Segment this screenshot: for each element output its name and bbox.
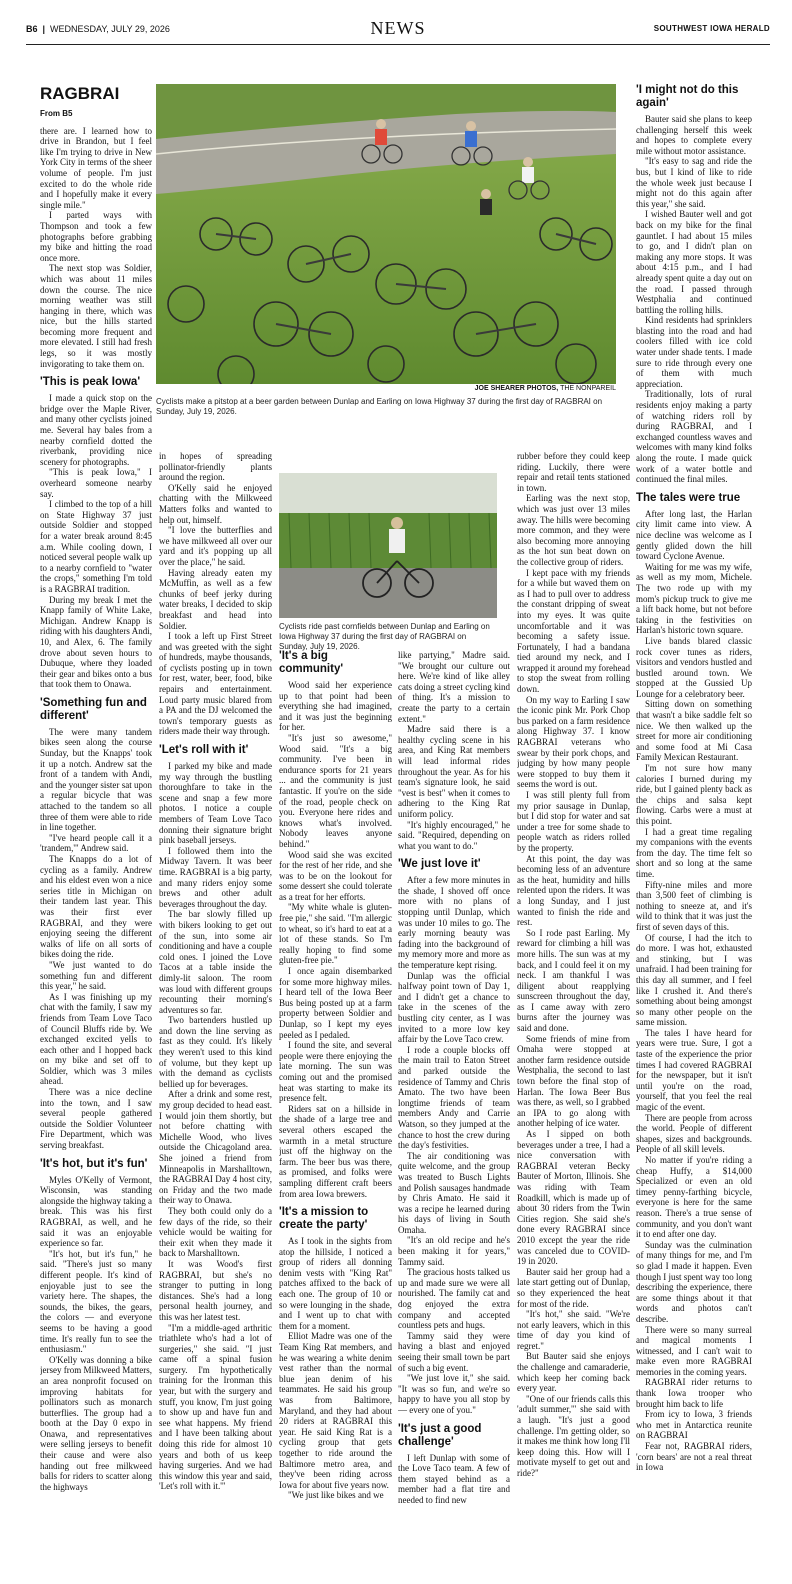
- column-6: [636, 84, 752, 1568]
- related-link[interactable]: Fear not, RAGBRAI riders, 'corn bears' are not a real threat in Iowa: [636, 1441, 752, 1473]
- paragraph: O'Kelly was donning a bike jersey from Milkweed Matters, an area nonprofit focused on improving habitats for pollinators such as monarch butterflies. The group had a booth at the Day 0 expo in Onawa, and representatives were selling jerseys to benefit their cause and were also handing out free milkweed balls for riders to scatter along the highways: [40, 1354, 152, 1492]
- paragraph: So I rode past Earling. My reward for climbing a hill was more hills. The sun was at my back, and I could feel it on my neck. I am thankful I was diligent about reapplying sunscreen throughout the day, as I came away with zero burns after the journey was said and done.: [517, 927, 630, 1034]
- paragraph: Of course, I had the itch to do more. I was hot, exhausted and stinking, but I was unafraid. I had been training for this day all summer, and I feel like I crushed it. And there's something about being amongst so many other people on the same mission.: [636, 932, 752, 1028]
- paragraph: I climbed to the top of a hill on State Highway 37 just outside Soldier and stopped for a water break around 8:45 a.m. While cooling down, I noticed several people walk up to a nearby cornfield to "water the crops," something I'm told is a RAGBRAI tradition.: [40, 499, 152, 594]
- paragraph: rubber before they could keep riding. Luckily, there were repair and retail tents stationed in town.: [517, 451, 630, 493]
- paragraph: After a few more minutes in the shade, I shoved off once more with no plans of stopping until Dunlap, which was under 10 miles to go. The early morning beauty was fading into the background of my memory more and more as the temperature kept rising.: [398, 875, 510, 971]
- paragraph: Elliot Madre was one of the Team King Rat members, and he was wearing a white denim vest rather than the normal blue jean denim of his teammates. He said his group was from Baltimore, Maryland, and they had about 20 riders at RAGBRAI this year. He said King Rat is a cycling group that gets together to ride around the Baltimore metro area, and they've been riding across Iowa for about five years now.: [279, 1331, 392, 1490]
- paragraph: There was a nice decline into the town, and I saw several people gathered outside the Soldier Volunteer Fire Department, which was serving breakfast.: [40, 1087, 152, 1151]
- paragraph: I once again disembarked for some more highway miles. I heard tell of the Iowa Beer Bus being posted up at a farm property between Soldier and Dunlap, so I kept my eyes peeled as I pedaled.: [279, 966, 392, 1040]
- paragraph: there are. I learned how to drive in Brandon, but I feel like I'm trying to drive in New York City in terms of the sheer volume of people. I'm just excited to do the whole ride and I hopefully make it every single mile.": [40, 125, 152, 210]
- paragraph: "I've heard people call it a 'trandem,'" Andrew said.: [40, 832, 152, 854]
- paragraph: "It's hot, but it's fun," he said. "There's just so many different people. It's kind of enjoyable just to see the variety here. The shapes, the sounds, the bikes, the gears, the colors — and everyone seems to be having a good time. It's really fun to see the enthusiasm.": [40, 1248, 152, 1355]
- page-folio: B6 | WEDNESDAY, JULY 29, 2026: [26, 24, 170, 34]
- column-1: [40, 84, 152, 1568]
- paragraph: "We just love it," she said. "It was so fun, and we're so happy to have you all stop by — every one of you.": [398, 1373, 510, 1415]
- paragraph: No matter if you're riding a cheap Huffy, a $14,000 Specialized or even an old timey penny-farthing bicycle, everyone is here for the same reason. There's a true sense of community, and you don't want it to end after one day.: [636, 1155, 752, 1240]
- paragraph: I'm not sure how many calories I burned during my ride, but I gained plenty back as the chips and salsa kept flowing. Carbs were a must at this point.: [636, 763, 752, 826]
- paragraph: "It's easy to sag and ride the bus, but I kind of like to ride the whole week just because I might not do this again after this year," she said.: [636, 156, 752, 209]
- subhead: 'Something fun and different': [40, 696, 147, 722]
- paragraph: like partying," Madre said. "We brought our culture out here. We're kind of like alley cats doing a street cycling kind of thing. It's a mission to create the party to a certain extent.": [398, 650, 510, 724]
- paragraph: The were many tandem bikes seen along the course Sunday, but the Knapps' took it up a notch. Andrew sat the front of a tandem with Andi, and the younger sister sat upon a regular bicycle that was attached to the tandem so all three of them were able to ride in line together.: [40, 726, 152, 833]
- column-5: [517, 451, 630, 1568]
- subhead: 'I might not do this again': [636, 84, 739, 109]
- subhead: 'Let's roll with it': [159, 744, 249, 757]
- paragraph: During my break I met the Knapp family of White Lake, Michigan. Andrew Knapp is riding with his daughters Andi, 10, and Alex, 6. The family drove about seven hours to Dubuque, where they loaded their gear and bikes onto a bus that took them to Onawa.: [40, 594, 152, 690]
- paragraph: "It's just so awesome," Wood said. "It's a big community. I've been in endurance sports for 21 years ... and the community is just fantastic. If you're on the side of the road, people check on you. Everyone here rides and knows what's involved. Nobody leaves anyone behind.": [279, 732, 392, 849]
- paragraph: Bauter said her group had a late start getting out of Dunlap, so they experienced the heat for most of the ride.: [517, 1266, 630, 1309]
- paragraph: Sitting down on something that wasn't a bike saddle felt so nice. We then walked up the street for more air conditioning and some food at Mi Casa Family Mexican Restaurant.: [636, 699, 752, 763]
- paragraph: I parted ways with Thompson and took a few photographs before grabbing my bike and hitting the road once more.: [40, 210, 152, 263]
- paragraph: As I was finishing up my chat with the family, I saw my friends from Team Love Taco of Council Bluffs ride by. We exchanged excited yells to each other and I hopped back on my bike and set off to Soldier, which was 3 miles ahead.: [40, 991, 152, 1087]
- paragraph: Tammy said they were having a blast and enjoyed seeing their small town be part of such a big event.: [398, 1330, 510, 1373]
- paragraph: Kind residents had sprinklers blasting into the road and had coolers filled with ice cold water under shade tents. I made sure to ride through every one of them with much appreciation.: [636, 315, 752, 389]
- column-2: [159, 451, 272, 1568]
- paragraph: Having already eaten my McMuffin, as well as a few chunks of beef jerky during water breaks, I decided to skip breakfast and head into Soldier.: [159, 567, 272, 631]
- paragraph: "One of our friends calls this 'adult summer,'" she said with a laugh. "It's just a good challenge. I'm getting older, so it makes me think how long I'll keep doing this. How will I motivate myself to get out and ride?": [517, 1393, 630, 1478]
- main-photo: [156, 84, 616, 384]
- paragraph: "I'm a middle-aged arthritic triathlete who's had a lot of surgeries," she said. "I just came off a spinal fusion surgery. I'm hypothetically training for the Ironman this year, but with the surgery and stuff, you know, I'm just going to show up and have fun and see what happens. My friend and I have been talking about doing this ride for almost 10 years and both of us keep having surgeries. And we had this window this year and said, 'Let's roll with it.'": [159, 1322, 272, 1492]
- subhead: 'This is peak Iowa': [40, 376, 141, 389]
- paragraph: I was still plenty full from my prior sausage in Dunlap, but I did stop for water and sat under a tree for some shade to people watch as riders rolled by the property.: [517, 790, 630, 853]
- paragraph: Earling was the next stop, which was just over 13 miles away. The hills were becoming more common, and they were also becoming more annoying as the hot sun beat down on the collective group of riders.: [517, 493, 630, 567]
- main-photo-credit: JOE SHEARER PHOTOS, THE NONPAREIL: [474, 385, 616, 392]
- paragraph: There were so many surreal and magical moments I witnessed, and I can't wait to make even more RAGBRAI memories in the coming years.: [636, 1324, 752, 1377]
- paragraph: Fifty-nine miles and more than 3,500 feet of climbing is nothing to sneeze at, and it's wild to think that it was just the first of seven days of this.: [636, 879, 752, 932]
- paragraph: in hopes of spreading pollinator-friendly plants around the region.: [159, 451, 272, 483]
- paragraph: Sunday was the culmination of many things for me, and I'm so glad I made it happen. Even though I just spent way too long describing the experience, there are some things about it that words and photos can't describe.: [636, 1239, 752, 1324]
- paragraph: Traditionally, lots of rural residents enjoy making a party of watching riders roll by during RAGBRAI, and I exchanged countless waves and welcomes with many kind folks along the route. I made quick work of a water bottle and continued the final miles.: [636, 389, 752, 485]
- related-link[interactable]: From icy to Iowa, 3 friends who met in Antarctica reunite on RAGBRAI: [636, 1409, 752, 1441]
- paragraph: Myles O'Kelly of Vermont, Wisconsin, was standing alongside the highway taking a break. This was his first RAGBRAI, as well, and he said it was an enjoyable experience so far.: [40, 1174, 152, 1249]
- paragraph: Waiting for me was my wife, as well as my mom, Michele. The two rode up with my mom's pickup truck to give me a lift back home, but not before taking in the festivities on Harlan's historic town square.: [636, 561, 752, 636]
- paragraph: "It's highly encouraged," he said. "Required, depending on what you want to do.": [398, 819, 510, 851]
- paragraph: Two bartenders hustled up and down the line serving as fast as they could. It's likely they weren't used to this kind of volume, but they kept up with the demand as cyclists bellied up for beverages.: [159, 1015, 272, 1089]
- paragraph: Riders sat on a hillside in the shade of a large tree and several others escaped the warmth in a metal structure just off the highway on the farm. The beer bus was there, as promised, and folks were sampling different craft beers from area Iowa brewers.: [279, 1103, 392, 1199]
- paragraph: I parked my bike and made my way through the bustling thoroughfare to take in the scene and snap a few more photos. I notice a couple members of Team Love Taco donning their signature bright pink baseball jerseys.: [159, 761, 272, 846]
- paragraph: After long last, the Harlan city limit came into view. A nice decline was welcome as I gently glided down the hill toward Cyclone Avenue.: [636, 508, 752, 562]
- paragraph: But Bauter said she enjoys the challenge and camaraderie, which keep her coming back every year.: [517, 1351, 630, 1394]
- paragraph: The tales I have heard for years were true. Sure, I got a taste of the experience the prior times I had covered RAGBRAI for the newspaper, but it isn't until you're on the road, yourself, that you feel the real magic of the event.: [636, 1027, 752, 1113]
- cornfield-rider-photo: [279, 473, 497, 618]
- paragraph: "We just wanted to do something fun and different this year," he said.: [40, 959, 152, 992]
- subhead: 'It's just a good challenge': [398, 1422, 482, 1448]
- paragraph: There are people from across the world. People of different shapes, sizes and backgrounds. People of all skill levels.: [636, 1112, 752, 1155]
- paragraph: "I love the butterflies and we have milkweed all over our yard and it's popping up all over the place," he said.: [159, 525, 272, 567]
- subhead: 'It's a mission to create the party': [279, 1206, 369, 1232]
- paragraph: I followed them into the Midway Tavern. It was beer time. RAGBRAI is a big party, and many riders enjoy some brews and other adult beverages throughout the day.: [159, 845, 272, 909]
- column-4: [398, 650, 510, 1568]
- paragraph: Wood said she was excited for the rest of her ride, and she was to be on the lookout for some dessert she could tolerate as a treat for her efforts.: [279, 849, 392, 902]
- paragraph: Live bands blared classic rock cover tunes as riders, visitors and vendors hustled and bustled around town. We stopped at the Gussied Up Lounge for a celebratory beer.: [636, 635, 752, 699]
- column-3: [279, 650, 392, 1568]
- paragraph: As I took in the sights from atop the hillside, I noticed a group of riders all donning denim vests with "King Rat" patches affixed to the back of each one. The group of 10 or so were lounging in the shade, and I went up to chat with them for a moment.: [279, 1236, 392, 1331]
- cyclists-beer-garden-photo: [156, 84, 616, 384]
- paragraph: I made a quick stop on the bridge over the Maple River, and many other cyclists joined me. Several hay bales from a nearby cornfield dotted the riverbank, providing nice scenery for photographs.: [40, 393, 152, 467]
- paragraph: As I sipped on both beverages under a tree, I had a nice conversation with RAGBRAI veteran Becky Bauter of Morton, Illinois. She was riding with Team Roadkill, which is made up of about 30 riders from the Twin Cities region. She said she's done every RAGBRAI since 2010 except the year the ride was canceled due to COVID-19 in 2020.: [517, 1129, 630, 1267]
- small-photo: [279, 473, 497, 618]
- paragraph: At this point, the day was becoming less of an adventure as the heat, humidity and hills relented upon the riders. It was a long Sunday, and I just wanted to finish the ride and rest.: [517, 853, 630, 928]
- paragraph: It was Wood's first RAGBRAI, but she's no stranger to putting in long distances. She's had a long personal health journey, and this was her latest test.: [159, 1258, 272, 1322]
- paragraph: The gracious hosts talked us up and made sure we were all nourished. The family cat and dog enjoyed the extra company and accepted countless pets and hugs.: [398, 1267, 510, 1331]
- subhead: 'We just love it': [398, 858, 481, 871]
- subhead: 'It's a big community': [279, 650, 344, 675]
- jump-line: From B5: [40, 109, 73, 118]
- paragraph: On my way to Earling I saw the iconic pink Mr. Pork Chop bus parked on a farm residence along Highway 37. I know RAGBRAI veterans who swear by their pork chops, and judging by how many people were stopped to buy them it seems the word is out.: [517, 694, 630, 790]
- page-header: [26, 18, 770, 45]
- paragraph: I rode a couple blocks off the main trail to Eaton Street and parked outside the residence of Tammy and Chris Amato. The two have been longtime friends of team members Andy and Carrie Watson, so they jumped at the chance to host the crew during the day's festivities.: [398, 1044, 510, 1151]
- paragraph: Madre said there is a healthy cycling scene in his area, and King Rat members will lead informal rides throughout the year. As for his team's signature look, he said "vest is best" when it comes to adhering to the King Rat uniform policy.: [398, 724, 510, 819]
- paragraph: The air conditioning was quite welcome, and the group was treated to Busch Lights and Polish sausages handmade by Chris Amato. He said it was a recipe he learned during his days of living in South Omaha.: [398, 1150, 510, 1235]
- paragraph: They both could only do a few days of the ride, so their vehicle would be waiting for their exit when they made it back to Marshalltown.: [159, 1205, 272, 1259]
- paragraph: "We just like bikes and we: [288, 1490, 384, 1501]
- paragraph: "It's an old recipe and he's been making it for years," Tammy said.: [398, 1235, 510, 1267]
- paragraph: "This is peak Iowa," I overheard someone nearby say.: [40, 467, 152, 499]
- paragraph: I took a left up First Street and was greeted with the sight of hundreds, maybe thousands, of cyclists posting up in town for rest, water, beer, food, bike repairs and entertainment. Loud party music blared from a PA and the DJ welcomed the town's temporary guests as riders made their way through.: [159, 631, 272, 737]
- paragraph: Bauter said she plans to keep challenging herself this week and hopes to complete every mile without motor assistance.: [636, 114, 752, 156]
- paragraph: O'Kelly said he enjoyed chatting with the Milkweed Matters folks and wanted to help out, himself.: [159, 482, 272, 525]
- related-link[interactable]: RAGBRAI rider returns to thank Iowa trooper who brought him back to life: [636, 1377, 752, 1409]
- paragraph: I found the site, and several people were there enjoying the late morning. The sun was coming out and the promised heat was starting to make its presence felt.: [279, 1040, 392, 1104]
- small-photo-caption: Cyclists ride past cornfields between Dunlap and Earling on Iowa Highway 37 during the first day of RAGBRAI on Sunday, July 19, 2026.: [279, 622, 490, 651]
- main-photo-caption: Cyclists make a pitstop at a beer garden between Dunlap and Earling on Iowa Highway 37 during the first day of RAGBRAI on Sunday, July 19, 2026.: [156, 397, 603, 416]
- paragraph: I had a great time regaling my companions with the events from the day. The time felt so short and so long at the same time.: [636, 826, 752, 879]
- story-slug: RAGBRAI: [40, 84, 120, 103]
- paragraph: Dunlap was the official halfway point town of Day 1, and I didn't get a chance to take in the scenes of the bustling city center, as I was invited to a more low key affair by the Love Taco crew.: [398, 970, 510, 1045]
- section-name: NEWS: [370, 18, 426, 38]
- page-date: WEDNESDAY, JULY 29, 2026: [50, 24, 170, 34]
- paragraph: The Knapps do a lot of cycling as a family. Andrew and his eldest even won a nice series title in Michigan on their tandem last year. This was their first ever RAGBRAI, and they were enjoying seeing the different walks of life on all sorts of bikes doing the ride.: [40, 854, 152, 960]
- paragraph: I wished Bauter well and got back on my bike for the final gauntlet. I had about 15 miles to go, and I didn't plan on making any more stops. It was about 4:15 p.m., and I had already spent quite a day out on the road. I passed through Westphalia and continued battling the rolling hills.: [636, 209, 752, 315]
- paragraph: Wood said her experience up to that point had been everything she had imagined, and it was just the beginning for her.: [279, 680, 392, 733]
- paragraph: The bar slowly filled up with bikers looking to get out of the sun, into some air conditioning and have a couple cold ones. I joined the Love Tacos at a table inside the dimly-lit saloon. The room was loud with different groups recounting their morning's adventures so far.: [159, 909, 272, 1015]
- page-number: B6: [26, 24, 38, 34]
- paragraph: I left Dunlap with some of the Love Taco team. A few of them stayed behind as a member had a flat tire and needed to find new: [398, 1452, 510, 1505]
- subhead: The tales were true: [636, 491, 741, 504]
- paragraph: I kept pace with my friends for a while but waved them on as I had to pull over to address the constant dripping of sweat into my eyes. It was quite uncomfortable and it was becoming a safety issue. Fortunately, I had a bandana tied around my neck, and I wrapped it around my forehead to stop the sweat from rolling down.: [517, 567, 630, 695]
- paragraph: The next stop was Soldier, which was about 11 miles down the course. The nice morning weather was still hanging in there, which was nice, but the hills started becoming more frequent and more elevated. I still had fresh legs, so it was mostly invigorating to take them on.: [40, 263, 152, 369]
- paragraph: Some friends of mine from Omaha were stopped at another farm residence outside Westphalia, the second to last town before the final stop of Harlan. The Iowa Beer Bus was there, as well, so I grabbed an IPA to go along with another helping of ice water.: [517, 1033, 630, 1129]
- paragraph: "It's hot," she said. "We're not early leavers, which in this time of day you kind of regret.": [517, 1309, 630, 1351]
- newspaper-name: SOUTHWEST IOWA HERALD: [653, 24, 770, 33]
- subhead: 'It's hot, but it's fun': [40, 1157, 148, 1170]
- paragraph: After a drink and some rest, my group decided to head east. I would join them shortly, but not before chatting with Michelle Wood, who lives outside the Chicagoland area. She joined a friend from Minneapolis in Marshalltown, the RAGBRAI Day 4 host city, on Friday and the two made their way to Onawa.: [159, 1089, 272, 1206]
- paragraph: "My white whale is gluten-free pie," she said. "I'm allergic to wheat, so it's hard to eat at a lot of these stands. So I'm really hoping to find some gluten-free pie.": [279, 902, 392, 966]
